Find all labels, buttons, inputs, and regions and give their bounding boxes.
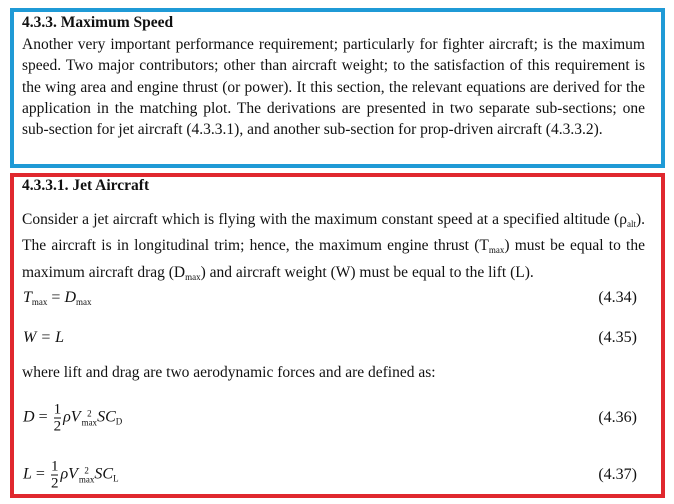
equation-4-36: D = $\frac{1}{2}$ ρV 2 max $SC_D$ (4.36) — [23, 401, 637, 435]
equation-number: (4.35) — [598, 329, 637, 346]
section-433-heading: 4.3.3. Maximum Speed — [22, 14, 174, 31]
section-433-paragraph: Another very important performance requirement; particularly for fighter aircraft; is the maximum speed. Two major contributors; other than aircraft weight; to the satisfaction of this requirement is the wing area and engine thrust (or power). It this section, the relevant equations are derived for the application in the matching plot. The derivations are presented in two separate sub-sections; one sub-section for jet aircraft (4.3.3.1), and another sub-section for prop-driven aircraft (4.3.3.2). — [22, 36, 645, 139]
equation-number: (4.37) — [598, 466, 637, 483]
equation-4-34: $T_{max} = D_{max}$ (4.34) — [23, 289, 637, 307]
equation-number: (4.36) — [598, 409, 637, 426]
equation-number: (4.34) — [598, 289, 637, 306]
section-4331-paragraph: Consider a jet aircraft which is flying with the maximum constant speed at a specified altitude $(\rho_{alt})$. The aircraft is in longitudinal trim; hence, the maximum engine thrust $(T_{max})$ must be equal to the maximum aircraft drag $(D_{max})$ and aircraft weight (W) must be equal to the lift (L). — [22, 211, 645, 282]
equation-4-37: L = $\frac{1}{2}$ ρV 2 max $SC_L$ (4.37) — [23, 458, 637, 492]
equation-4-35: W = L (4.35) — [23, 329, 637, 346]
section-4331-heading: 4.3.3.1. Jet Aircraft — [22, 177, 150, 194]
between-text: where lift and drag are two aerodynamic forces and are defined as: — [22, 364, 436, 381]
